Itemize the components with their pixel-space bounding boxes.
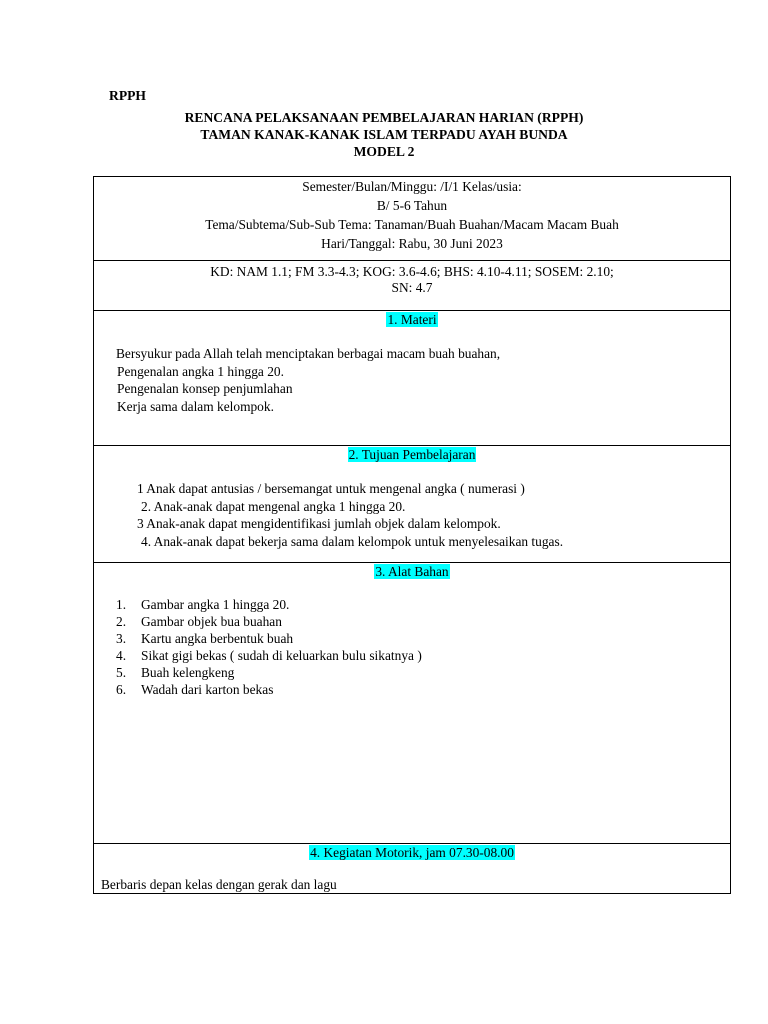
- info-class-age: B/ 5-6 Tahun: [376, 198, 448, 213]
- materi-list: [116, 345, 500, 415]
- alat-heading: 3. Alat Bahan: [375, 564, 449, 579]
- item-text: Gambar objek bua buahan: [141, 614, 282, 629]
- tujuan-section: [93, 445, 731, 563]
- item-number: 6.: [116, 682, 127, 697]
- materi-item: Pengenalan konsep penjumlahan: [117, 381, 293, 396]
- item-number: 4.: [116, 648, 127, 663]
- alat-section: [93, 562, 731, 844]
- item-number: 3.: [116, 631, 127, 646]
- title-line-3: MODEL 2: [353, 144, 415, 159]
- list-item: [94, 682, 730, 699]
- kd-section: [93, 260, 731, 311]
- info-semester: Semester/Bulan/Minggu: /I/1 Kelas/usia:: [302, 179, 522, 194]
- tujuan-item: 3 Anak-anak dapat mengidentifikasi jumlah objek dalam kelompok.: [137, 516, 501, 531]
- kd-line-1: KD: NAM 1.1; FM 3.3-4.3; KOG: 3.6-4.6; BHS: 4.10-4.11; SOSEM: 2.10;: [210, 264, 614, 279]
- materi-item: Pengenalan angka 1 hingga 20.: [117, 363, 284, 379]
- list-item: [94, 614, 730, 631]
- materi-item: Bersyukur pada Allah telah menciptakan berbagai macam buah buahan,: [116, 346, 501, 361]
- list-item: [94, 665, 730, 682]
- item-number: 5.: [116, 665, 127, 680]
- list-item: [94, 631, 730, 648]
- item-number: 1.: [116, 597, 127, 612]
- tujuan-item: 4. Anak-anak dapat bekerja sama dalam kelompok untuk menyelesaikan tugas.: [141, 533, 564, 549]
- kegiatan-section: [93, 843, 731, 894]
- item-text: Sikat gigi bekas ( sudah di keluarkan bulu sikatnya ): [141, 648, 422, 663]
- rpph-label: RPPH: [109, 88, 146, 103]
- info-date: Hari/Tanggal: Rabu, 30 Juni 2023: [321, 236, 503, 251]
- list-item: [94, 648, 730, 665]
- tujuan-item: 2. Anak-anak dapat mengenal angka 1 hingga 20.: [141, 498, 406, 514]
- title-line-1: RENCANA PELAKSANAAN PEMBELAJARAN HARIAN (RPPH): [184, 110, 584, 125]
- tujuan-item: 1 Anak dapat antusias / bersemangat untuk mengenal angka ( numerasi ): [137, 481, 525, 496]
- materi-section: [93, 310, 731, 446]
- item-number: 2.: [116, 614, 127, 629]
- item-text: Gambar angka 1 hingga 20.: [141, 597, 290, 612]
- alat-list: [94, 597, 730, 699]
- materi-heading: 1. Materi: [387, 312, 437, 327]
- info-theme: Tema/Subtema/Sub-Sub Tema: Tanaman/Buah Buahan/Macam Macam Buah: [205, 217, 619, 232]
- tujuan-heading: 2. Tujuan Pembelajaran: [348, 447, 476, 462]
- item-text: Kartu angka berbentuk buah: [141, 631, 294, 646]
- info-section: [93, 176, 731, 261]
- kd-line-2: SN: 4.7: [391, 280, 433, 295]
- title-line-2: TAMAN KANAK-KANAK ISLAM TERPADU AYAH BUNDA: [200, 127, 568, 142]
- tujuan-list: [94, 480, 563, 550]
- kegiatan-heading: 4. Kegiatan Motorik, jam 07.30-08.00: [310, 845, 514, 860]
- kegiatan-text: Berbaris depan kelas dengan gerak dan lagu: [101, 877, 337, 892]
- item-text: Buah kelengkeng: [141, 665, 235, 680]
- document-title: [0, 109, 768, 160]
- materi-item: Kerja sama dalam kelompok.: [117, 398, 274, 414]
- item-text: Wadah dari karton bekas: [141, 682, 274, 697]
- list-item: [94, 597, 730, 614]
